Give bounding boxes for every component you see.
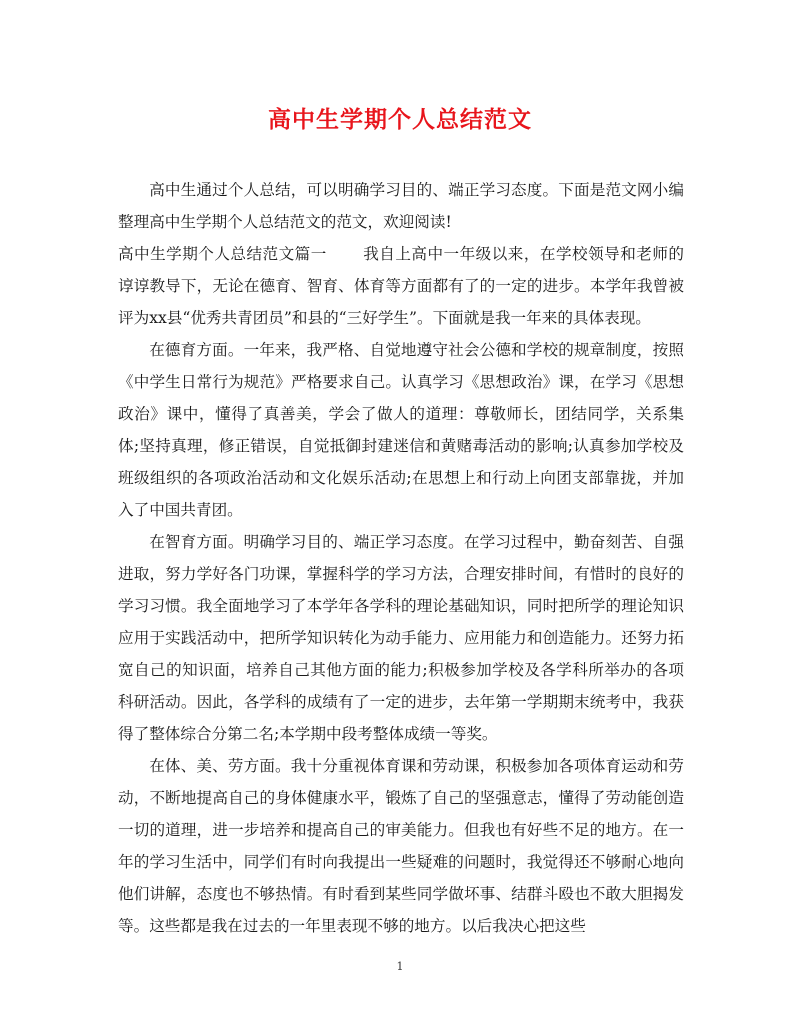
section-heading: 高中生学期个人总结范文篇一 bbox=[118, 245, 327, 263]
physical-aesthetic-labor-paragraph: 在体、美、劳方面。我十分重视体育课和劳动课，积极参加各项体育运动和劳动，不断地提高自己的身体健康水平，锻炼了自己的坚强意志，懂得了劳动能创造一切的道理，进一步培养和提高自己的审美能力。但我也有好些不足的地方。在一年的学习生活中，同学们有时向我提出一些疑难的问题时，我觉得还不够耐心地向他们讲解，态度也不够热情。有时看到某些同学做坏事、结群斗殴也不敢大胆揭发等。这些都是我在过去的一年里表现不够的地方。以后我决心把这些 bbox=[118, 757, 684, 935]
intellectual-education-paragraph: 在智育方面。明确学习目的、端正学习态度。在学习过程中，勤奋刻苦、自强进取，努力学好各门功课，掌握科学的学习方法，合理安排时间，有惜时的良好的学习习惯。我全面地学习了本学年各学科的理论基础知识，同时把所学的理论知识应用于实践活动中，把所学知识转化为动手能力、应用能力和创造能力。还努力拓宽自己的知识面，培养自己其他方面的能力;积极参加学校及各学科所举办的各项科研活动。因此，各学科的成绩有了一定的进步，去年第一学期期末统考中，我获得了整体综合分第二名;本学期中段考整体成绩一等奖。 bbox=[118, 533, 684, 743]
page-number: 1 bbox=[396, 960, 404, 973]
section-one-paragraph bbox=[118, 238, 684, 334]
intro-paragraph: 高中生通过个人总结，可以明确学习目的、端正学习态度。下面是范文网小编整理高中生学期个人总结范文的范文，欢迎阅读! bbox=[118, 181, 684, 231]
section-intro-text: 我自上高中一年级以来，在学校领导和老师的谆谆教导下，无论在德育、智育、体育等方面都有了的一定的进步。本学年我曾被评为xx县“优秀共青团员”和县的“三好学生”。下面就是我一年来的具体表现。 bbox=[118, 245, 684, 327]
moral-education-paragraph: 在德育方面。一年来，我严格、自觉地遵守社会公德和学校的规章制度，按照《中学生日常行为规范》严格要求自己。认真学习《思想政治》课，在学习《思想政治》课中，懂得了真善美，学会了做人的道理：尊敬师长，团结同学，关系集体;坚持真理，修正错误，自觉抵御封建迷信和黄赌毒活动的影响;认真参加学校及班级组织的各项政治活动和文化娱乐活动;在思想上和行动上向团支部靠拢，并加入了中国共青团。 bbox=[118, 341, 684, 519]
document-title: 高中生学期个人总结范文 bbox=[268, 106, 532, 133]
document-body bbox=[118, 174, 684, 942]
